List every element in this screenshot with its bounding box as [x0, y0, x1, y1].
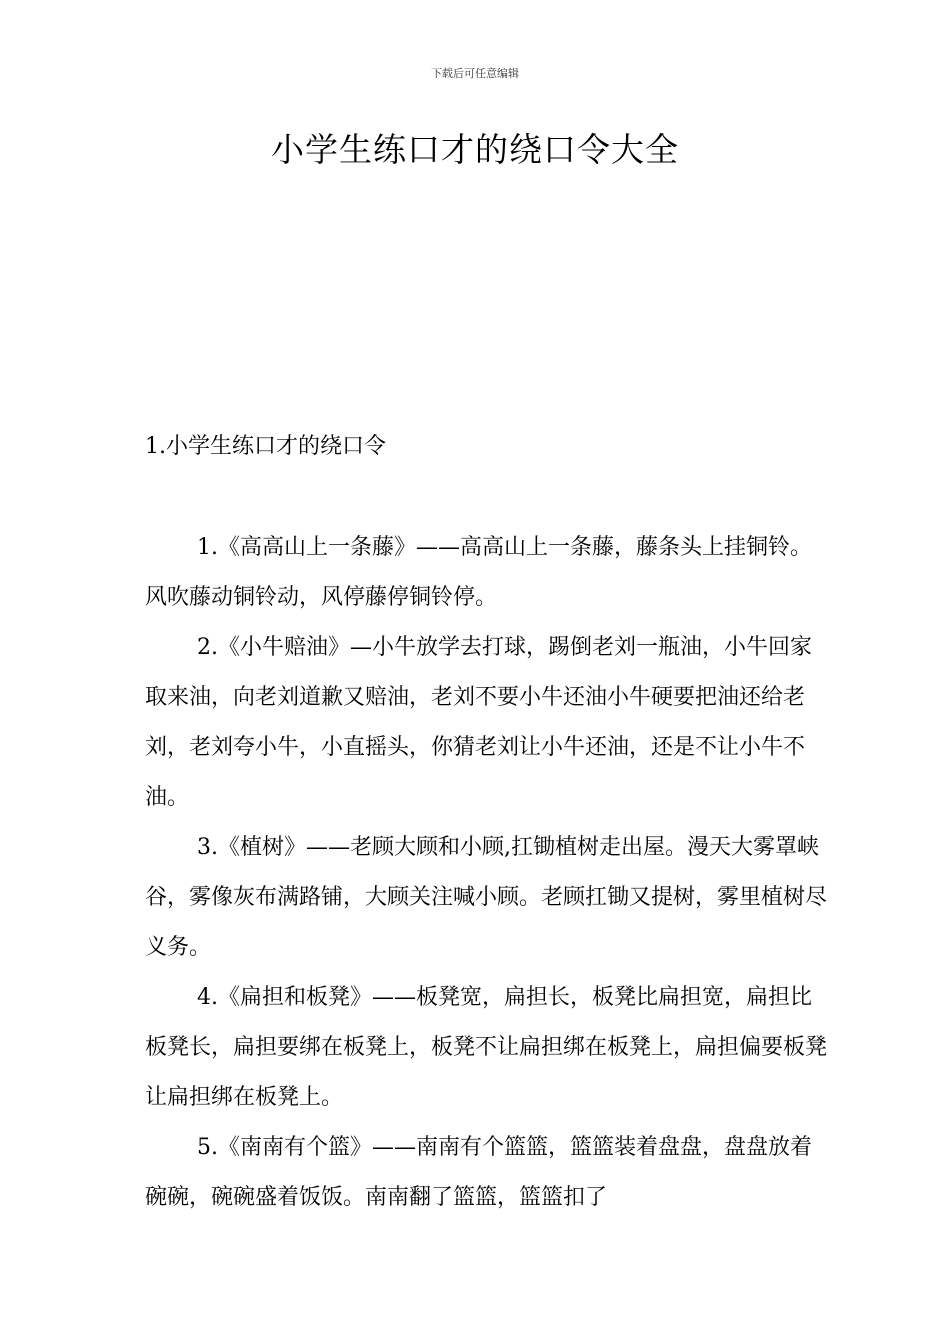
paragraph-4: 4.《扁担和板凳》——板凳宽，扁担长，板凳比扁担宽，扁担比板凳长，扁担要绑在板凳上，板凳不让扁担绑在板凳上，扁担偏要板凳让扁担绑在板凳上。 [145, 985, 828, 1110]
paragraph-3: 3.《植树》——老顾大顾和小顾,扛锄植树走出屋。漫天大雾罩峡谷，雾像灰布满路铺，大顾关注喊小顾。老顾扛锄又提树，雾里植树尽义务。 [145, 835, 828, 960]
paragraph-1: 1.《高高山上一条藤》——高高山上一条藤，藤条头上挂铜铃。风吹藤动铜铃动，风停藤停铜铃停。 [145, 535, 812, 610]
header-note: 下载后可任意编辑 [431, 67, 519, 80]
body-text [145, 523, 830, 1223]
document-title: 小学生练口才的绕口令大全 [271, 130, 679, 169]
paragraph-5: 5.《南南有个篮》——南南有个篮篮，篮篮装着盘盘，盘盘放着碗碗，碗碗盛着饭饭。南南翻了篮篮，篮篮扣了 [145, 1135, 812, 1210]
section-heading: 1.小学生练口才的绕口令 [145, 434, 386, 459]
paragraph-2: 2.《小牛赔油》—小牛放学去打球，踢倒老刘一瓶油，小牛回家取来油，向老刘道歉又赔油，老刘不要小牛还油小牛硬要把油还给老刘，老刘夸小牛，小直摇头，你猜老刘让小牛还油，还是不让小牛不油。 [145, 635, 812, 810]
